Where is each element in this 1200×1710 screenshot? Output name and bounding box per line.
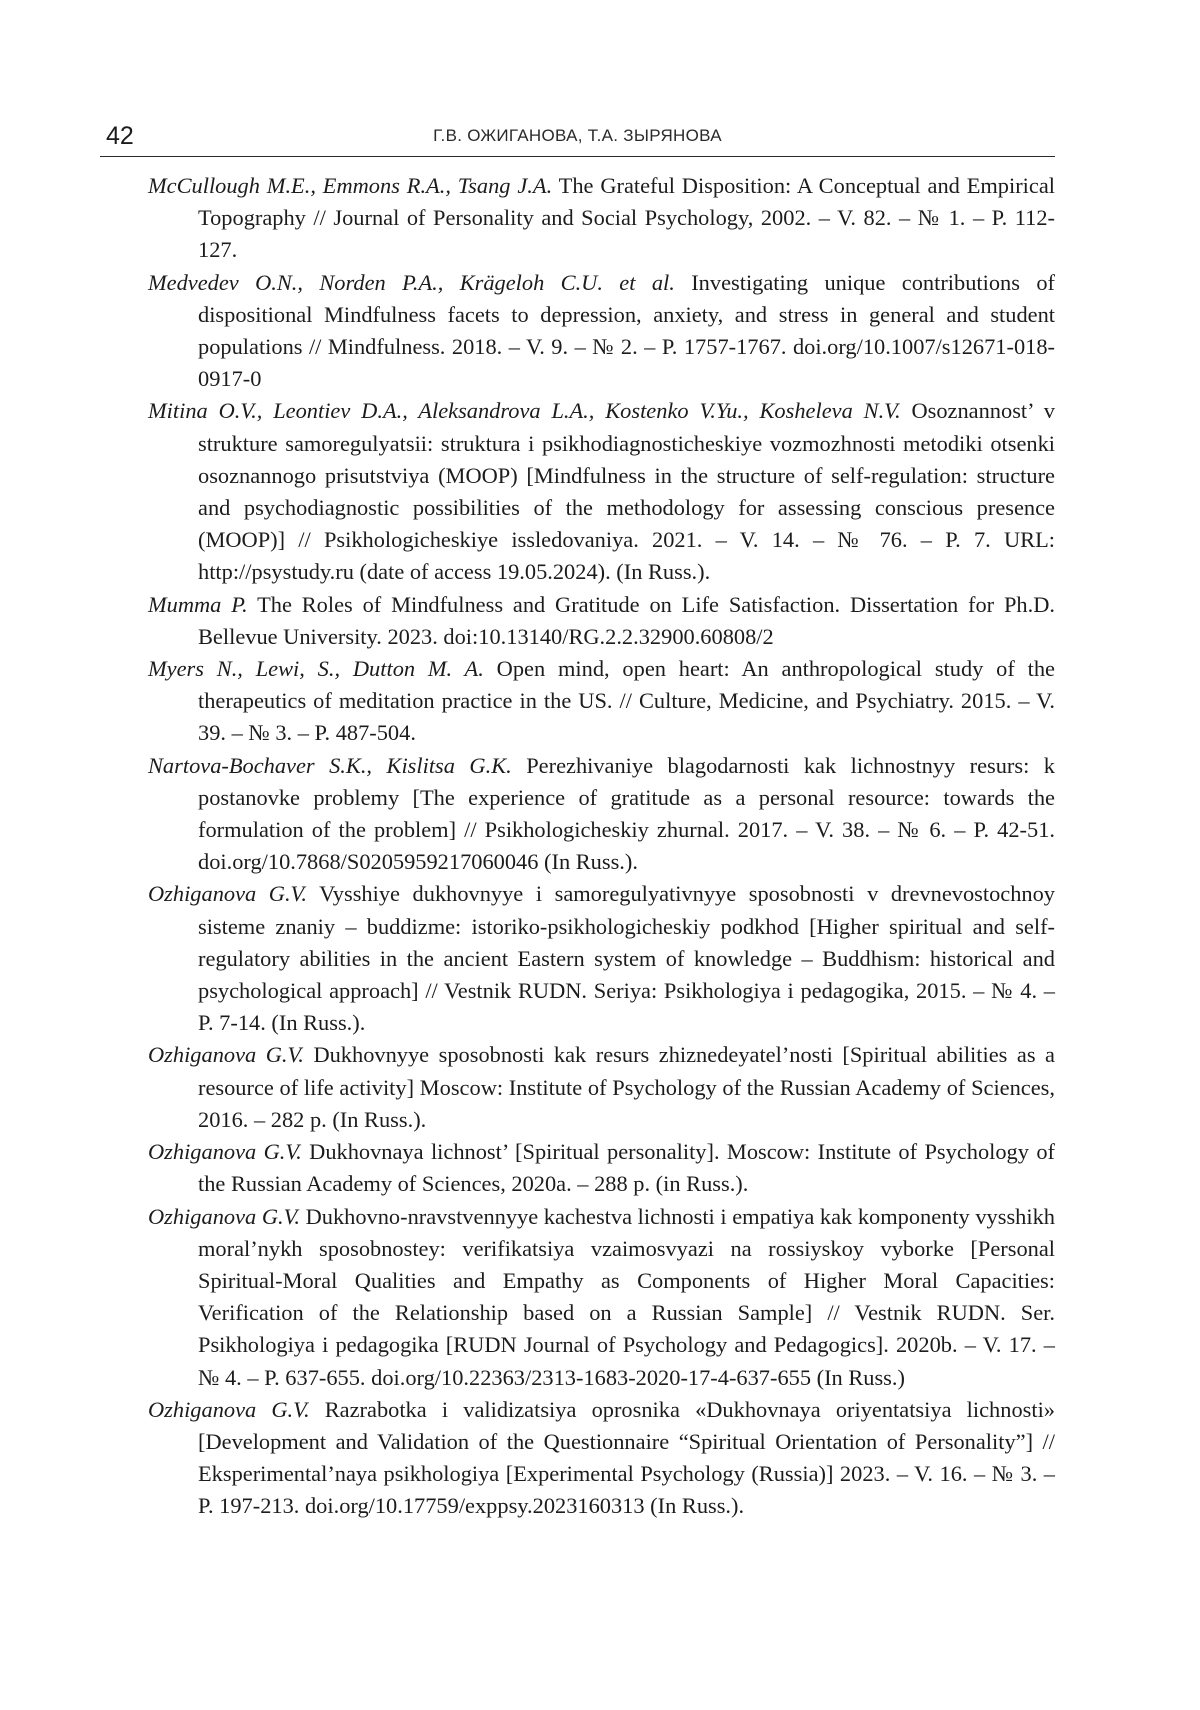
reference-text: Dukhovnaya lichnost’ [Spiritual personality]. Moscow: Institute of Psychology of the Russian Academy of Sciences, 2020a. – 288 p. (in Russ.). — [198, 1139, 1055, 1197]
reference-text: Dukhovnyye sposobnosti kak resurs zhiznedeyatel’nosti [Spiritual abilities as a resource of life activity] Moscow: Institute of Psychology of the Russian Academy of Sciences, 2016. – 282 p. (In Russ.). — [198, 1042, 1055, 1132]
reference-authors: Mitina O.V., Leontiev D.A., Aleksandrova L.A., Kostenko V.Yu., Kosheleva N.V. — [148, 398, 901, 424]
reference-text: Vysshiye dukhovnyye i samoregulyativnyye sposobnosti v drevnevostochnoy sisteme znaniy – buddizme: istoriko-psikhologicheskiy podkhod [Higher spiritual and self-regulatory abilities in the ancient Eastern system of knowledge – Buddhism: historical and psychological approach] // Vestnik RUDN. Seriya: Psikhologiya i pedagogika, 2015. – № 4. – P. 7-14. (In Russ.). — [198, 881, 1055, 1036]
reference-authors: Myers N., Lewi, S., Dutton M. A. — [148, 656, 484, 682]
reference-item — [148, 653, 1055, 750]
reference-text: Dukhovno-nravstvennyye kachestva lichnosti i empatiya kak komponenty vysshikh moral’nykh sposobnostey: verifikatsiya vzaimosvyazi na rossiyskoy vyborke [Personal Spiritual-Moral Qualities and Empathy as Components of Higher Moral Capacities: Verification of the Relationship based on a Russian Sample] // Vestnik RUDN. Ser. Psikhologiya i pedagogika [RUDN Journal of Psychology and Pedagogics]. 2020b. – V. 17. – № 4. – P. 637-655. doi.org/10.22363/2313-1683-2020-17-4-637-655 (In Russ.) — [198, 1203, 1055, 1390]
reference-item — [148, 750, 1055, 879]
reference-item — [148, 170, 1055, 267]
reference-item — [148, 1201, 1055, 1394]
reference-authors: Medvedev O.N., Norden P.A., Krägeloh C.U. et al. — [148, 269, 675, 295]
reference-authors: Ozhiganova G.V. — [148, 1042, 304, 1068]
reference-item — [148, 1136, 1055, 1200]
running-head: Г.В. ОЖИГАНОВА, Т.А. ЗЫРЯНОВА — [433, 126, 722, 145]
reference-authors: Ozhiganova G.V. — [148, 881, 307, 907]
reference-authors: Ozhiganova G.V. — [148, 1396, 310, 1422]
reference-item — [148, 267, 1055, 396]
reference-authors: McCullough M.E., Emmons R.A., Tsang J.A. — [148, 173, 553, 198]
page-number: 42 — [106, 122, 134, 150]
reference-item — [148, 395, 1055, 588]
page-header — [100, 118, 1055, 157]
reference-item — [148, 878, 1055, 1039]
reference-text: Investigating unique contributions of dispositional Mindfulness facets to depression, anxiety, and stress in general and student populations // Mindfulness. 2018. – V. 9. – № 2. – P. 1757-1767. doi.org/10.1007/s12671-018-0917-0 — [198, 269, 1055, 392]
reference-text: The Grateful Disposition: A Conceptual and Empirical Topography // Journal of Personality and Social Psychology, 2002. – V. 82. – № 1. – P. 112-127. — [198, 173, 1055, 263]
reference-item — [148, 1394, 1055, 1523]
reference-item — [148, 589, 1055, 653]
reference-authors: Ozhiganova G.V. — [148, 1139, 302, 1165]
reference-list — [148, 170, 1055, 1523]
reference-text: Osoznannost’ v strukture samoregulyatsii: struktura i psikhodiagnosticheskiye vozmozhnosti metodiki otsenki osoznannogo prisutstviya (MOOP) [Mindfulness in the structure of self-regulation: structure and psychodiagnostic possibilities of the methodology for assessing conscious presence (MOOP)] // Psikhologicheskiye issledovaniya. 2021. – V. 14. – № 76. – P. 7. URL: http://psystudy.ru (date of access 19.05.2024). (In Russ.). — [198, 398, 1055, 585]
reference-text: The Roles of Mindfulness and Gratitude on Life Satisfaction. Dissertation for Ph.D. Bellevue University. 2023. doi:10.13140/RG.2.2.32900.60808/2 — [198, 591, 1055, 649]
reference-authors: Mumma P. — [148, 591, 248, 617]
reference-text: Open mind, open heart: An anthropological study of the therapeutics of meditation practice in the US. // Culture, Medicine, and Psychiatry. 2015. – V. 39. – № 3. – P. 487-504. — [198, 656, 1055, 746]
reference-authors: Nartova-Bochaver S.K., Kislitsa G.K. — [148, 752, 512, 778]
reference-authors: Ozhiganova G.V. — [148, 1203, 300, 1229]
reference-text: Razrabotka i validizatsiya oprosnika «Dukhovnaya oriyentatsiya lichnosti» [Development and Validation of the Questionnaire “Spiritual Orientation of Personality”] // Eksperimental’naya psikhologiya [Experimental Psychology (Russia)] 2023. – V. 16. – № 3. – P. 197-213. doi.org/10.17759/exppsy.2023160313 (In Russ.). — [198, 1396, 1055, 1519]
reference-item — [148, 1039, 1055, 1136]
reference-text: Perezhivaniye blagodarnosti kak lichnostnyy resurs: k postanovke problemy [The experience of gratitude as a personal resource: towards the formulation of the problem] // Psikhologicheskiy zhurnal. 2017. – V. 38. – № 6. – P. 42-51. doi.org/10.7868/S0205959217060046 (In Russ.). — [198, 752, 1055, 875]
